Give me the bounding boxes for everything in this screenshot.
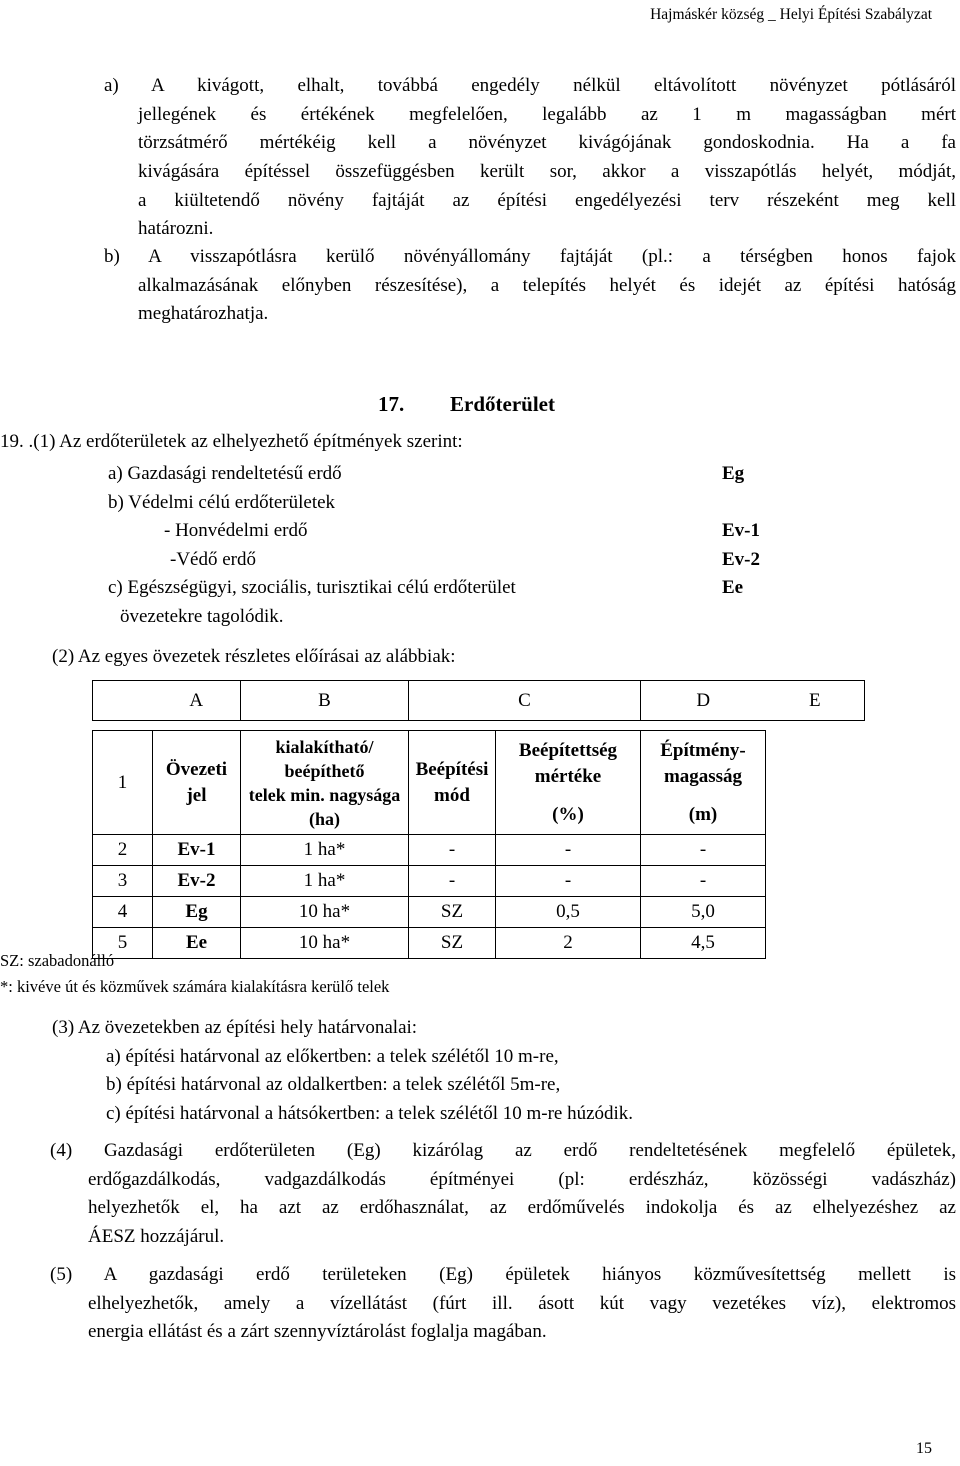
header-building-height: Építmény- magasság (m) xyxy=(641,731,766,835)
table-row: 4 Eg 10 ha* SZ 0,5 5,0 xyxy=(93,897,865,928)
paragraph-3-intro: (3) Az övezetekben az építési hely határvonalai: xyxy=(52,1017,418,1038)
text-line: törzsátmérő mértékéig kell a növényzet kivágójának gondoskodnia. Ha a fa xyxy=(138,132,956,154)
column-letter-c: C xyxy=(409,681,641,721)
text-line: helyezhetők el, ha azt az erdőhasználat, az erdőművelés indokolja és az elhelyezéshez az xyxy=(88,1197,956,1219)
page-number: 15 xyxy=(916,1440,932,1457)
row-number: 1 xyxy=(93,731,153,835)
column-letter-e: E xyxy=(766,681,865,721)
paragraph-1-intro: 19. .(1) Az erdőterületek az elhelyezhető építmények szerint: xyxy=(0,431,463,452)
text-line: ÁESZ hozzájárul. xyxy=(88,1226,225,1248)
column-letter-a: A xyxy=(153,681,241,721)
intro-paragraph-a xyxy=(104,72,956,101)
intro-paragraph-b-cont xyxy=(138,272,956,329)
section-title: Erdőterület xyxy=(450,392,555,416)
header-plot-size: kialakítható/ beépíthető telek min. nagysága (ha) xyxy=(241,731,409,835)
table-row: 5 Ee 10 ha* SZ 2 4,5 xyxy=(93,928,865,959)
note-star: *: kivéve út és közművek számára kialakításra kerülő telek xyxy=(0,977,390,996)
text-line: b) A visszapótlásra kerülő növényállomány fajtáját (pl.: a térségben honos fajok xyxy=(104,246,956,267)
zone-item-b1: - Honvédelmi erdő xyxy=(164,520,308,541)
zone-item-a: a) Gazdasági rendeltetésű erdő xyxy=(108,463,342,484)
table-header-row xyxy=(93,731,865,835)
text-line: (5) A gazdasági erdő területeken (Eg) épületek hiányos közművesítettség mellett is xyxy=(50,1264,956,1285)
intro-paragraph-b xyxy=(104,243,956,272)
column-letter-b: B xyxy=(241,681,409,721)
zone-code-ee: Ee xyxy=(722,577,744,598)
document-header: Hajmáskér község _ Helyi Építési Szabályzat xyxy=(650,6,932,23)
column-letter-d: D xyxy=(641,681,766,721)
text-line: meghatározhatja. xyxy=(138,303,269,325)
zone-regulation-table xyxy=(92,680,865,959)
section-number: 17. xyxy=(378,392,405,416)
text-line: a) A kivágott, elhalt, továbbá engedély nélkül eltávolított növényzet pótlásáról xyxy=(104,75,956,96)
text-line: energia ellátást és a zárt szennyvíztárolást foglalja magában. xyxy=(88,1321,547,1343)
zone-item-b2: -Védő erdő xyxy=(170,548,256,570)
paragraph-3-item-c: c) építési határvonal a hátsókertben: a telek szélétől 10 m-re húzódik. xyxy=(106,1102,634,1124)
table-row: 3 Ev-2 1 ha* - - - xyxy=(93,866,865,897)
text-line: jellegének és értékének megfelelően, legalább az 1 m magasságban mért xyxy=(138,103,956,125)
header-building-mode: Beépítési mód xyxy=(409,731,496,835)
text-line: erdőgazdálkodás, vadgazdálkodás építményei (pl: erdészház, közösségi vadászház) xyxy=(88,1168,956,1190)
paragraph-2-intro: (2) Az egyes övezetek részletes előírásai az alábbiak: xyxy=(52,646,456,667)
zone-item-b: b) Védelmi célú erdőterületek xyxy=(108,491,336,513)
text-line: határozni. xyxy=(138,218,214,240)
text-line: a kiültetendő növény fajtáját az építési engedélyezési terv részeként meg kell xyxy=(138,189,956,211)
paragraph-4 xyxy=(50,1137,956,1166)
intro-paragraph-a-cont xyxy=(138,101,956,244)
paragraph-3-item-a: a) építési határvonal az előkertben: a telek szélétől 10 m-re, xyxy=(106,1045,559,1067)
zone-code-eg: Eg xyxy=(722,463,745,484)
header-zone-code: Övezeti jel xyxy=(153,731,241,835)
table-row: 2 Ev-1 1 ha* - - - xyxy=(93,835,865,866)
table-column-letters-row xyxy=(93,681,865,721)
header-coverage: Beépítettség mértéke (%) xyxy=(496,731,641,835)
paragraph-5-cont xyxy=(88,1290,956,1347)
text-line: (4) Gazdasági erdőterületen (Eg) kizárólag az erdő rendeltetésének megfelelő épületek, xyxy=(50,1140,956,1161)
zone-code-ev2: Ev-2 xyxy=(722,548,760,570)
paragraph-3-item-b: b) építési határvonal az oldalkertben: a telek szélétől 5m-re, xyxy=(106,1074,561,1095)
text-line: kivágására építéssel összefüggésben került sor, akkor a visszapótlás helyét, módját, xyxy=(138,161,956,183)
zone-code-ev1: Ev-1 xyxy=(722,520,760,541)
note-sz: SZ: szabadonálló xyxy=(0,951,115,970)
zone-item-c: c) Egészségügyi, szociális, turisztikai célú erdőterület xyxy=(108,577,516,598)
text-line: elhelyezhetők, amely a vízellátást (fúrt ill. ásott kút vagy vezetékes víz), elektromos xyxy=(88,1292,956,1314)
paragraph-5 xyxy=(50,1261,956,1290)
text-line: alkalmazásának előnyben részesítése), a telepítés helyét és idejét az építési hatóság xyxy=(138,274,956,296)
zone-items-tail: övezetekre tagolódik. xyxy=(120,605,284,627)
paragraph-4-cont xyxy=(88,1166,956,1252)
